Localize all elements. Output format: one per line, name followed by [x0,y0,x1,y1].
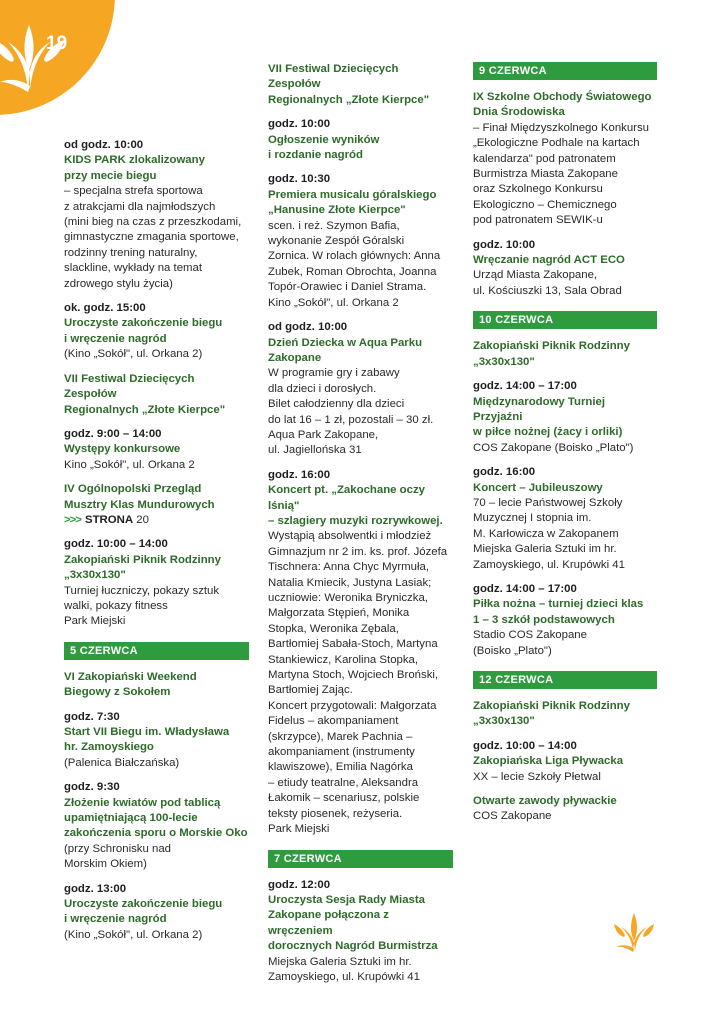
desc-line: wykonanie Zespół Góralski [268,235,405,248]
event-time: godz. 10:00 – 14:00 [64,538,168,551]
event-title-line: VI Zakopiański Weekend [64,670,197,683]
desc-line: Tischnera: Anna Chyc Myrmuła, [268,561,430,574]
event-block [473,699,657,730]
event-title-line: KIDS PARK zlokalizowany [64,154,205,167]
event-title-line: Zakopiański Piknik Rodzinny [473,700,630,712]
event-block [473,739,657,785]
desc-line: akompaniament (instrumenty [268,746,415,759]
column-right [473,62,657,834]
event-title-line: IX Szkolne Obchody Światowego [473,91,652,103]
desc-line: (Palenica Białczańska) [64,756,180,769]
column-middle [268,62,453,994]
event-title [64,442,249,457]
event-description [64,842,249,873]
event-time: godz. 16:00 [268,468,331,481]
desc-line: „Ekologiczne Podhale na kartach [473,137,640,150]
event-title-line: hr. Zamoyskiego [64,741,154,754]
event-block [473,339,657,370]
desc-line: Bartłomiej Zając. [268,684,353,697]
event-description [473,268,657,299]
event-block [64,301,249,363]
event-title [64,670,249,701]
event-time: godz. 10:00 – 14:00 [473,739,577,752]
event-title-line: – szlagiery muzyki rozrywkowej. [268,514,443,527]
desc-line: Park Miejski [64,615,126,628]
desc-line: oraz Szkolnego Konkursu [473,183,603,196]
desc-line: Park Miejski [268,823,330,836]
event-block [268,172,453,311]
event-description [473,441,657,456]
event-title-line: Premiera musicalu góralskiego [268,188,437,201]
desc-line: dla dzieci i dorosłych. [268,382,377,395]
event-block [473,90,657,229]
desc-line: Miejska Galeria Sztuki im hr. [473,543,617,556]
event-description [268,366,453,458]
event-title [64,153,249,184]
desc-line: Zamoyskiego, ul. Krupówki 41 [473,558,625,571]
desc-line: Fidelus – akompaniament [268,715,399,728]
event-title-line: i wręczenie nagród [64,332,167,345]
event-title [473,395,657,441]
event-title-line: Piłka nożna – turniej dzieci klas [473,598,644,611]
event-description [268,219,453,311]
event-description [64,584,249,630]
event-title-line: przy mecie biegu [64,169,157,182]
event-block [64,710,249,772]
desc-line: slackline, wykłady na temat [64,262,203,275]
desc-line: klawiszowe), Emilia Nagórka [268,761,413,774]
event-title-line: Zakopiański Piknik Rodzinny [64,553,221,566]
event-title-line: „3x30x130" [64,569,126,582]
event-time: godz. 12:00 [268,878,331,891]
desc-line: zdrowego stylu życia) [64,277,173,290]
desc-line: uczniowie: Weronika Bryniczka, [268,592,428,604]
desc-line: gimnastyczne zmagania sportowe, [64,231,239,244]
event-title [268,133,453,164]
desc-line: Stopka, Weronika Zębala, [268,622,399,635]
event-title-line: „Hanusine Złote Kierpce" [268,204,406,217]
event-time: godz. 9:30 [64,781,120,794]
event-block [268,117,453,163]
desc-line: – etiudy teatralne, Aleksandra [268,776,419,789]
event-title-line: Biegowy z Sokołem [64,686,171,699]
desc-line: ul. Jagiellońska 31 [268,444,362,457]
event-title-line: VII Festiwal Dziecięcych Zespołów [268,63,399,91]
event-title [473,481,657,496]
event-title [268,62,453,108]
desc-line: COS Zakopane [473,810,552,823]
desc-line: (mini bieg na czas z przeszkodami, [64,216,242,229]
event-time: ok. godz. 15:00 [64,302,146,315]
event-title-line: Zakopiański Piknik Rodzinny [473,340,630,353]
event-title [64,897,249,928]
desc-line: – specjalna strefa sportowa [64,185,203,198]
desc-line: Urząd Miasta Zakopane, [473,269,598,282]
desc-line: Turniej łuczniczy, pokazy sztuk [64,584,220,597]
event-title-line: Zakopiańska Liga Pływacka [473,755,624,768]
event-title-line: Otwarte zawody pływackie [473,795,617,808]
desc-line: Kino „Sokół", ul. Orkana 2 [268,296,399,309]
desc-line: Muzycznej I stopnia im. [473,512,592,525]
event-description [268,529,453,837]
event-title [473,90,657,121]
page-number: 19 [46,33,68,54]
desc-line: – Finał Międzyszkolnego Konkursu [473,121,650,134]
event-title [64,796,249,842]
event-description [64,458,249,473]
event-title-line: Uroczysta Sesja Rady Miasta [268,893,426,906]
event-block [473,238,657,300]
desc-line: Natalia Kmiecik, Justyna Lasiak; [268,576,432,589]
desc-line: (Kino „Sokół", ul. Orkana 2) [64,928,203,941]
desc-line: Koncert przygotowali: Małgorzata [268,699,437,712]
desc-line: z atrakcjami dla najmłodszych [64,200,216,213]
event-block [268,62,453,108]
desc-line: M. Karłowicza w Zakopanem [473,527,619,540]
event-title [473,339,657,370]
event-title [64,482,249,513]
event-title-line: Koncert pt. „Zakochane oczy lśnią" [268,484,425,512]
event-title-line: Złożenie kwiatów pod tablicą [64,796,221,809]
event-block [268,320,453,459]
desc-line: 70 – lecie Państwowej Szkoły [473,496,623,509]
event-title-line: „3x30x130" [473,715,535,728]
event-block [64,482,249,528]
desc-line: (przy Schronisku nad [64,842,171,855]
date-header: 10 CZERWCA [473,311,657,329]
desc-line: Topór-Orawiec i Daniel Strama. [268,281,427,294]
event-title-line: Międzynarodowy Turniej Przyjaźni [473,395,606,423]
event-description [64,347,249,362]
event-title [268,893,453,955]
desc-line: COS Zakopane (Boisko „Plato") [473,441,634,454]
event-block [473,379,657,456]
event-title-line: w piłce nożnej (żacy i orliki) [473,426,623,439]
desc-line: XX – lecie Szkoły Płetwal [473,770,601,783]
event-title [268,188,453,219]
event-title-line: „3x30x130" [473,355,535,368]
event-time: godz. 14:00 – 17:00 [473,582,577,595]
event-title-line: Uroczyste zakończenie biegu [64,898,223,911]
desc-line: Małgorzata Stępień, Monika [268,607,410,620]
event-block [64,372,249,418]
date-header: 12 CZERWCA [473,671,657,689]
event-title-line: Musztry Klas Mundurowych [64,498,215,511]
desc-line: kalendarza" pod patronatem [473,152,616,165]
event-title-line: i wręczenie nagród [64,913,167,926]
event-title-line: Regionalnych „Złote Kierpce" [268,93,430,106]
event-block [473,465,657,573]
event-description [473,496,657,573]
desc-line: Zamoyskiego, ul. Krupówki 41 [268,970,420,983]
desc-line: Kino „Sokół", ul. Orkana 2 [64,458,195,471]
event-time: godz. 13:00 [64,882,127,895]
event-title [473,253,657,268]
page-reference-link[interactable] [64,513,249,528]
desc-line: scen. i reż. Szymon Bafia, [268,219,400,232]
desc-line: pod patronatem SEWIK-u [473,214,603,227]
desc-line: Zornica. W rolach głównych: Anna [268,250,441,263]
date-header: 7 CZERWCA [268,850,453,868]
event-time: od godz. 10:00 [64,139,144,151]
event-block [64,780,249,872]
event-time: godz. 9:00 – 14:00 [64,427,162,440]
event-title [473,699,657,730]
event-description [64,184,249,292]
event-block [268,468,453,838]
event-block [64,670,249,701]
event-description [473,628,657,659]
event-description [64,928,249,943]
desc-line: Miejska Galeria Sztuki im hr. [268,955,412,968]
event-title [473,597,657,628]
desc-line: Burmistrza Miasta Zakopane [473,168,618,181]
desc-line: Aqua Park Zakopane, [268,428,379,441]
event-title-line: Start VII Biegu im. Władysława [64,726,230,738]
event-time: godz. 10:00 [473,238,536,251]
event-title [268,336,453,367]
event-description [64,756,249,771]
date-header: 9 CZERWCA [473,62,657,80]
desc-line: W programie gry i zabawy [268,367,400,380]
event-time: godz. 10:30 [268,173,331,186]
date-header: 5 CZERWCA [64,642,249,660]
event-title-line: Koncert – Jubileuszowy [473,481,603,494]
event-title [473,754,657,769]
column-left [64,138,249,952]
desc-line: Stadio COS Zakopane [473,629,587,642]
desc-line: (skrzypce), Marek Pachnia – [268,730,413,743]
wheat-logo-icon [612,907,656,953]
desc-line: teksty piosenek, reżyseria. [268,807,403,820]
event-title-line: dorocznych Nagród Burmistrza [268,940,438,953]
corner-badge [0,0,115,115]
event-title [64,553,249,584]
event-title-line: Zakopane [268,351,322,364]
event-title-line: Uroczyste zakończenie biegu [64,317,223,330]
desc-line: Gimnazjum nr 2 im. ks. prof. Józefa [268,545,448,558]
event-title-line: Ogłoszenie wyników [268,133,380,146]
event-title-line: Dnia Środowiska [473,106,565,119]
desc-line: do lat 16 – 1 zł, pozostali – 30 zł. [268,413,434,426]
desc-line: Zubek, Roman Obrochta, Joanna [268,265,437,278]
event-title-line: Występy konkursowe [64,443,181,456]
desc-line: walki, pokazy fitness [64,599,168,612]
event-title-line: Wręczanie nagród ACT ECO [473,254,625,267]
event-block [268,878,453,986]
event-time: godz. 16:00 [473,466,536,479]
event-title [473,794,657,809]
event-title [64,725,249,756]
desc-line: (Kino „Sokół", ul. Orkana 2) [64,348,203,361]
event-block [64,138,249,292]
event-block [64,882,249,944]
event-time: godz. 7:30 [64,710,120,723]
desc-line: (Boisko „Plato") [473,644,552,657]
event-title-line: 1 – 3 szkół podstawowych [473,613,615,626]
page-ref-label: STRONA [84,513,134,526]
event-time: od godz. 10:00 [268,321,348,334]
event-block [64,537,249,629]
event-title-line: upamiętniającą 100-lecie [64,812,198,825]
arrows-icon: >>> [64,513,81,526]
event-title [64,372,249,418]
desc-line: Bilet całodzienny dla dzieci [268,398,405,411]
event-title-line: Zakopane połączona z wręczeniem [268,909,389,937]
event-block [473,582,657,659]
desc-line: Wystąpią absolwentki i młodzież [268,530,432,543]
event-title-line: i rozdanie nagród [268,149,363,162]
event-title-line: IV Ogólnopolski Przegląd [64,483,202,496]
desc-line: Martyna Stoch, Wojciech Broński, [268,669,439,682]
event-description [473,809,657,824]
page-ref-number: 20 [136,513,149,526]
desc-line: rodzinny trening naturalny, [64,246,198,259]
event-title-line: VII Festiwal Dziecięcych Zespołów [64,372,195,401]
event-description [473,121,657,229]
event-title [64,316,249,347]
event-title-line: zakończenia sporu o Morskie Oko [64,827,248,840]
event-description [473,770,657,785]
event-block [64,427,249,473]
event-title-line: Dzień Dziecka w Aqua Parku [268,336,423,349]
desc-line: Ekologiczno – Chemicznego [473,198,617,211]
desc-line: Morskim Okiem) [64,858,147,871]
desc-line: ul. Kościuszki 13, Sala Obrad [473,284,622,297]
desc-line: Łakomik – scenariusz, polskie [268,792,420,805]
event-block [473,794,657,825]
event-title [268,483,453,529]
event-time: godz. 10:00 [268,118,331,131]
event-time: godz. 14:00 – 17:00 [473,380,577,393]
desc-line: Stankiewicz, Karolina Stopka, [268,653,419,666]
desc-line: Bartłomiej Sabała-Stoch, Martyna [268,638,438,651]
event-description [268,955,453,986]
event-title-line: Regionalnych „Złote Kierpce" [64,403,226,416]
